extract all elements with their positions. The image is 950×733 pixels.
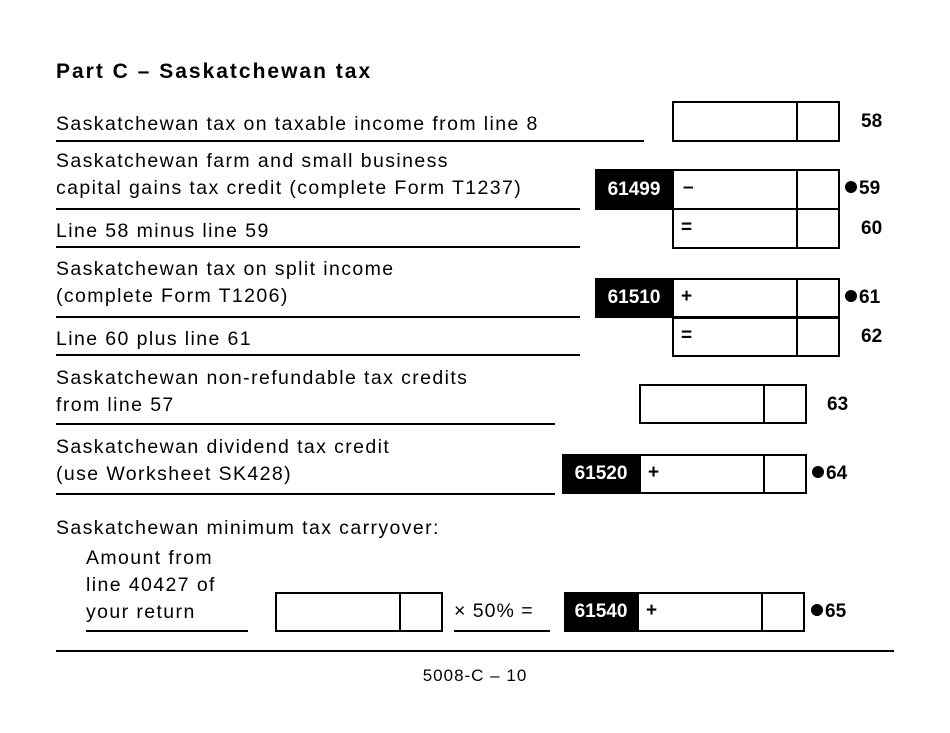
line-40427-cents-divider (399, 594, 401, 630)
row-61-underline (56, 316, 580, 318)
line-64-field-code: 61520 (562, 454, 640, 494)
line-61-number-text: 61 (859, 287, 881, 308)
row-64-label-line-2: (use Worksheet SK428) (56, 463, 293, 485)
page-footer: 5008-C – 10 (422, 666, 528, 685)
line-63-cents-divider (763, 386, 765, 422)
line-61-number (845, 287, 880, 309)
row-62-label-line-1: Line 60 plus line 61 (56, 328, 253, 350)
line-64-number-text: 64 (826, 463, 848, 484)
row-64-underline (56, 493, 555, 495)
multiplier-underline (454, 630, 550, 632)
line-58-cents-divider (796, 103, 798, 140)
carryover-amount-underline (86, 630, 248, 632)
line-65-plus-sign: + (646, 600, 658, 621)
row-64-label-line-1: Saskatchewan dividend tax credit (56, 436, 391, 458)
line-62-number: 62 (861, 326, 883, 347)
carryover-amount-label-line-1: Amount from (86, 547, 214, 569)
line-64-number (812, 463, 847, 485)
row-58-label-line-1: Saskatchewan tax on taxable income from line 8 (56, 113, 539, 135)
row-63-underline (56, 423, 555, 425)
line-64-cents-divider (763, 456, 765, 492)
row-60-label-line-1: Line 58 minus line 59 (56, 220, 270, 242)
line-61-amount-field[interactable] (672, 278, 840, 318)
line-65-number (811, 601, 846, 623)
row-63-label-line-2: from line 57 (56, 394, 175, 416)
line-59-minus-sign: – (683, 177, 694, 198)
line-58-amount-field[interactable] (672, 101, 840, 142)
line-62-cents-divider (796, 319, 798, 355)
row-61-label (56, 256, 395, 310)
carryover-amount-label (86, 545, 216, 626)
line-61-field-code: 61510 (595, 278, 673, 318)
row-60-underline (56, 246, 580, 248)
line-65-number-text: 65 (825, 601, 847, 622)
line-65-required-dot (811, 604, 823, 616)
carryover-amount-label-line-3: your return (86, 601, 196, 623)
row-63-label (56, 365, 468, 419)
line-59-number-text: 59 (859, 178, 881, 199)
line-64-plus-sign: + (648, 462, 660, 483)
row-63-label-line-1: Saskatchewan non-refundable tax credits (56, 367, 469, 389)
line-64-amount-field[interactable] (639, 454, 807, 494)
line-60-equals-sign: = (681, 217, 693, 238)
line-60-amount-field[interactable] (672, 208, 840, 249)
line-63-number: 63 (827, 394, 849, 415)
row-61-label-line-1: Saskatchewan tax on split income (56, 258, 395, 280)
footer-rule (56, 650, 894, 652)
line-65-field-code: 61540 (564, 592, 638, 632)
line-60-number: 60 (861, 218, 883, 239)
line-59-amount-field[interactable] (672, 169, 840, 210)
line-61-required-dot (845, 290, 857, 302)
line-58-number: 58 (861, 111, 883, 132)
row-58-underline (56, 140, 644, 142)
row-59-label-line-2: capital gains tax credit (complete Form T1237) (56, 177, 523, 199)
line-64-required-dot (812, 466, 824, 478)
row-59-underline (56, 208, 580, 210)
line-61-cents-divider (796, 280, 798, 316)
row-62-underline (56, 354, 580, 356)
line-59-number (845, 178, 880, 200)
line-40427-amount-field[interactable] (275, 592, 443, 632)
line-63-amount-field[interactable] (639, 384, 807, 424)
line-65-amount-field[interactable] (637, 592, 805, 632)
line-60-cents-divider (796, 210, 798, 247)
line-62-amount-field[interactable] (672, 317, 840, 357)
row-60-label (56, 218, 270, 245)
line-59-field-code: 61499 (595, 169, 673, 210)
row-59-label (56, 148, 522, 202)
row-59-label-line-1: Saskatchewan farm and small business (56, 150, 449, 172)
carryover-amount-label-line-2: line 40427 of (86, 574, 216, 596)
line-62-equals-sign: = (681, 325, 693, 346)
row-64-label (56, 434, 390, 488)
line-65-cents-divider (761, 594, 763, 630)
line-59-required-dot (845, 181, 857, 193)
line-61-plus-sign: + (681, 286, 693, 307)
row-58-label (56, 111, 539, 138)
part-title: Part C – Saskatchewan tax (56, 60, 373, 83)
row-61-label-line-2: (complete Form T1206) (56, 285, 289, 307)
line-59-cents-divider (796, 171, 798, 208)
carryover-heading: Saskatchewan minimum tax carryover: (56, 517, 440, 539)
row-62-label (56, 326, 252, 353)
multiplier-text: × 50% = (454, 600, 534, 622)
